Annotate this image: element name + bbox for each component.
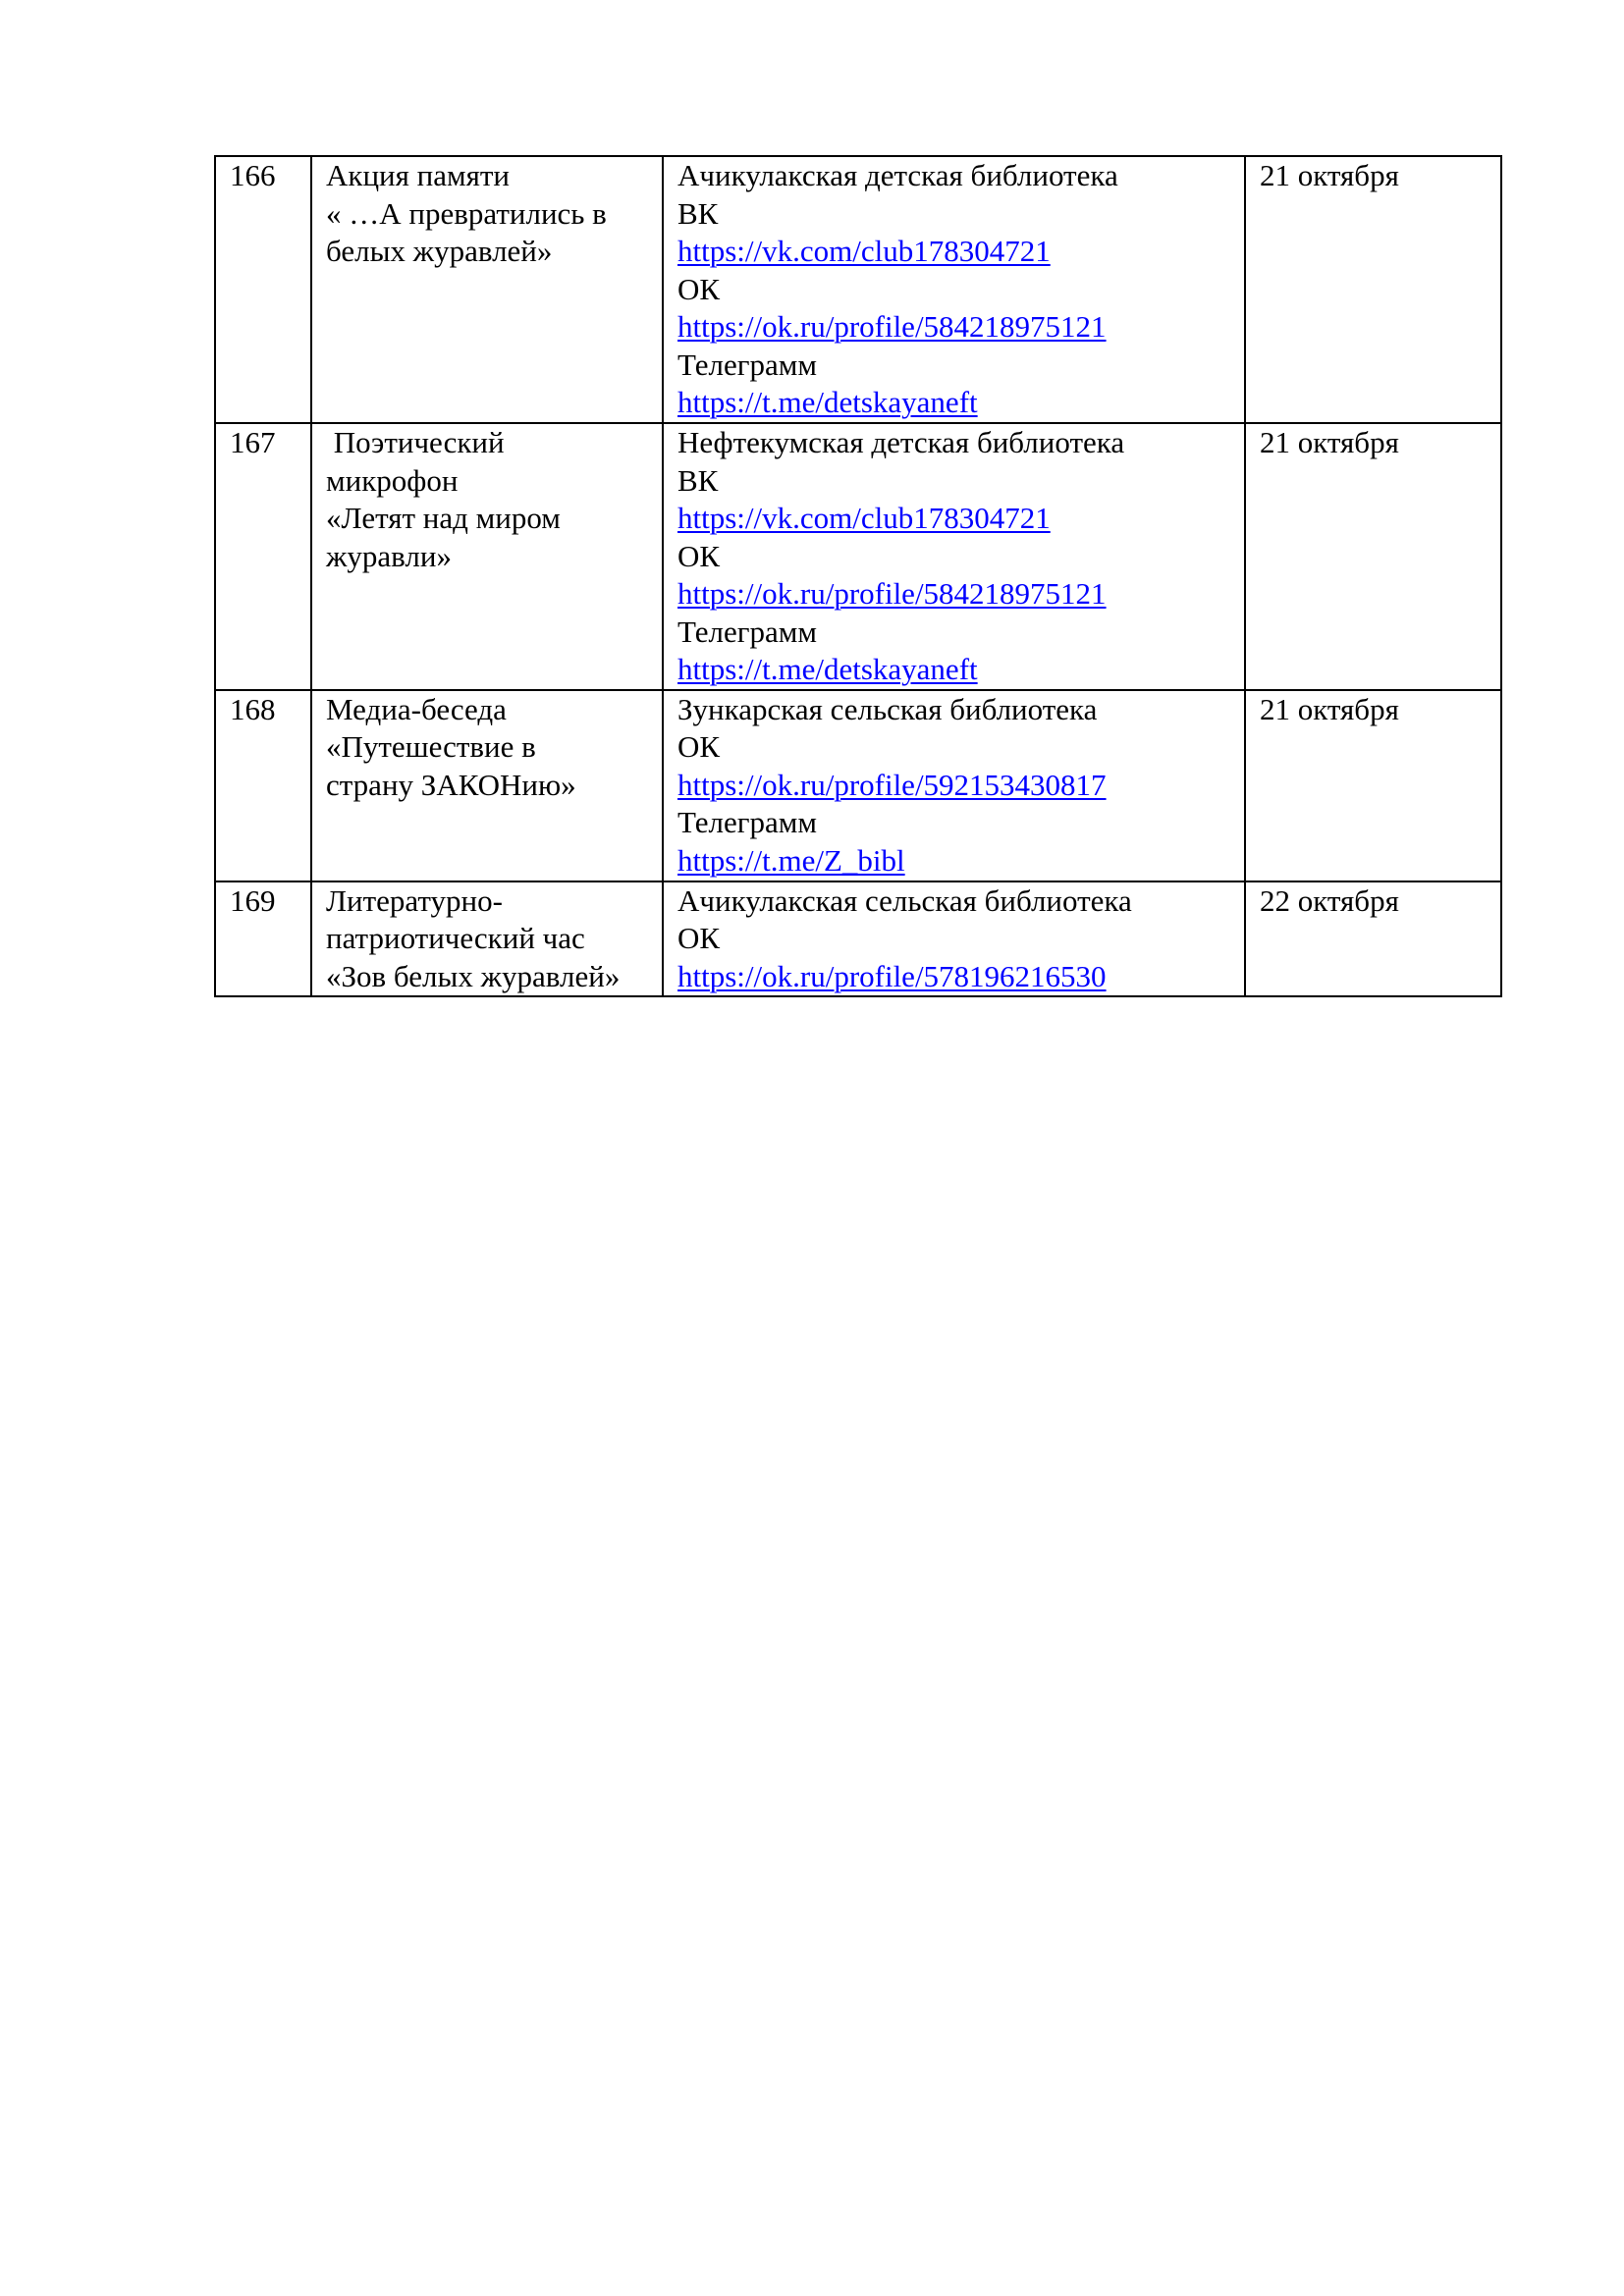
event-title-cell <box>311 881 663 997</box>
platform-label: ОК <box>677 538 721 573</box>
event-number: 167 <box>230 425 276 459</box>
event-date: 21 октября <box>1260 691 1399 726</box>
platform-label: ВК <box>677 195 719 231</box>
ok-link[interactable]: https://ok.ru/profile/592153430817 <box>677 767 1107 802</box>
event-place-cell <box>663 690 1245 881</box>
telegram-link[interactable]: https://t.me/detskayaneft <box>677 385 978 419</box>
event-title-line: « …А превратились в <box>326 195 607 231</box>
table-row <box>215 423 1501 690</box>
event-place-cell <box>663 881 1245 997</box>
event-title-line: Поэтический <box>326 425 505 459</box>
platform-label: ВК <box>677 462 719 498</box>
table-row <box>215 156 1501 423</box>
event-number: 168 <box>230 691 276 726</box>
event-number: 166 <box>230 158 276 192</box>
platform-label: ОК <box>677 921 721 955</box>
event-title-line: Акция памяти <box>326 158 510 192</box>
telegram-link[interactable]: https://t.me/Z_bibl <box>677 842 905 878</box>
event-title-cell <box>311 690 663 881</box>
vk-link[interactable]: https://vk.com/club178304721 <box>677 234 1051 268</box>
event-date-cell <box>1245 881 1501 997</box>
event-number-cell <box>215 423 311 690</box>
library-name: Нефтекумская детская библиотека <box>677 425 1125 459</box>
vk-link[interactable]: https://vk.com/club178304721 <box>677 501 1051 535</box>
platform-label: Телеграмм <box>677 614 817 649</box>
event-title-line: Литературно- <box>326 882 503 918</box>
event-title-line: белых журавлей» <box>326 234 553 268</box>
platform-label: Телеграмм <box>677 805 817 839</box>
library-name: Ачикулакская сельская библиотека <box>677 882 1132 918</box>
platform-label: ОК <box>677 271 721 306</box>
event-title-line: «Путешествие в <box>326 729 536 764</box>
event-title-cell <box>311 423 663 690</box>
event-title-line: страну ЗАКОНию» <box>326 767 576 802</box>
event-title-line: микрофон <box>326 462 459 498</box>
event-date-cell <box>1245 156 1501 423</box>
ok-link[interactable]: https://ok.ru/profile/578196216530 <box>677 958 1107 993</box>
event-title-line: «Зов белых журавлей» <box>326 958 621 993</box>
platform-label: ОК <box>677 729 721 764</box>
event-title-line: журавли» <box>326 538 452 573</box>
event-date: 21 октября <box>1260 425 1399 459</box>
telegram-link[interactable]: https://t.me/detskayaneft <box>677 652 978 686</box>
event-title-line: патриотический час <box>326 921 585 955</box>
event-number: 169 <box>230 882 276 918</box>
event-date-cell <box>1245 690 1501 881</box>
table-row <box>215 690 1501 881</box>
library-name: Ачикулакская детская библиотека <box>677 158 1118 192</box>
event-place-cell <box>663 423 1245 690</box>
ok-link[interactable]: https://ok.ru/profile/584218975121 <box>677 576 1107 611</box>
event-number-cell <box>215 881 311 997</box>
event-date: 21 октября <box>1260 158 1399 192</box>
event-date: 22 октября <box>1260 882 1399 918</box>
event-number-cell <box>215 156 311 423</box>
table-row <box>215 881 1501 997</box>
library-name: Зункарская сельская библиотека <box>677 691 1098 726</box>
ok-link[interactable]: https://ok.ru/profile/584218975121 <box>677 309 1107 344</box>
event-title-cell <box>311 156 663 423</box>
platform-label: Телеграмм <box>677 347 817 382</box>
event-date-cell <box>1245 423 1501 690</box>
event-place-cell <box>663 156 1245 423</box>
event-title-line: «Летят над миром <box>326 501 561 535</box>
event-title-line: Медиа-беседа <box>326 691 507 726</box>
event-number-cell <box>215 690 311 881</box>
events-table <box>214 155 1502 997</box>
